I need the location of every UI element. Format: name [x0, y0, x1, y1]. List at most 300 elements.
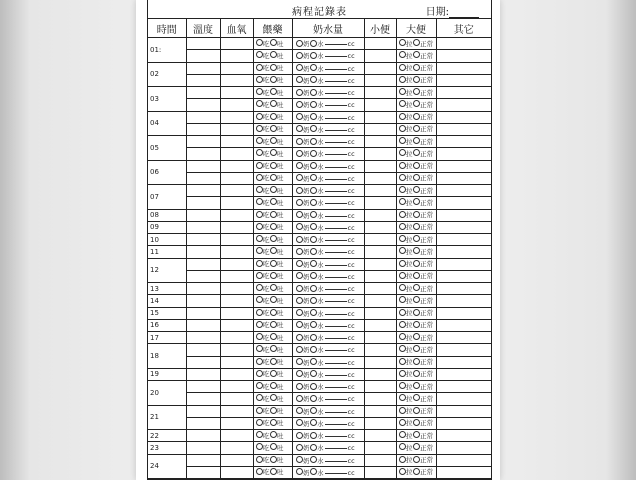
option-circle-icon[interactable]: [399, 235, 406, 242]
urine-cell[interactable]: [364, 172, 396, 184]
milk-amount-blank[interactable]: [325, 295, 347, 302]
other-cell[interactable]: [436, 405, 491, 417]
option-circle-icon[interactable]: [256, 419, 263, 426]
option-circle-icon[interactable]: [399, 137, 406, 144]
option-circle-icon[interactable]: [256, 113, 263, 120]
option-circle-icon[interactable]: [413, 309, 420, 316]
option-circle-icon[interactable]: [310, 150, 317, 157]
urine-cell[interactable]: [364, 197, 396, 209]
blood-oxygen-cell[interactable]: [220, 74, 253, 86]
option-circle-icon[interactable]: [413, 162, 420, 169]
option-circle-icon[interactable]: [256, 149, 263, 156]
option-circle-icon[interactable]: [310, 346, 317, 353]
option-circle-icon[interactable]: [270, 76, 277, 83]
option-circle-icon[interactable]: [310, 285, 317, 292]
milk-amount-blank[interactable]: [325, 63, 347, 70]
option-circle-icon[interactable]: [413, 51, 420, 58]
blood-oxygen-cell[interactable]: [220, 246, 253, 258]
other-cell[interactable]: [436, 319, 491, 331]
other-cell[interactable]: [436, 344, 491, 356]
milk-amount-blank[interactable]: [325, 467, 347, 474]
milk-amount-blank[interactable]: [325, 455, 347, 462]
urine-cell[interactable]: [364, 111, 396, 123]
option-circle-icon[interactable]: [256, 76, 263, 83]
option-circle-icon[interactable]: [399, 186, 406, 193]
option-circle-icon[interactable]: [270, 358, 277, 365]
option-circle-icon[interactable]: [413, 419, 420, 426]
option-circle-icon[interactable]: [399, 88, 406, 95]
urine-cell[interactable]: [364, 368, 396, 380]
urine-cell[interactable]: [364, 442, 396, 454]
other-cell[interactable]: [436, 148, 491, 160]
option-circle-icon[interactable]: [296, 125, 303, 132]
temperature-cell[interactable]: [186, 307, 220, 319]
option-circle-icon[interactable]: [296, 285, 303, 292]
option-circle-icon[interactable]: [413, 137, 420, 144]
option-circle-icon[interactable]: [296, 468, 303, 475]
option-circle-icon[interactable]: [310, 468, 317, 475]
temperature-cell[interactable]: [186, 197, 220, 209]
other-cell[interactable]: [436, 172, 491, 184]
blood-oxygen-cell[interactable]: [220, 209, 253, 221]
option-circle-icon[interactable]: [256, 296, 263, 303]
temperature-cell[interactable]: [186, 454, 220, 466]
option-circle-icon[interactable]: [296, 444, 303, 451]
urine-cell[interactable]: [364, 185, 396, 197]
option-circle-icon[interactable]: [270, 443, 277, 450]
milk-amount-blank[interactable]: [325, 271, 347, 278]
milk-amount-blank[interactable]: [325, 210, 347, 217]
urine-cell[interactable]: [364, 136, 396, 148]
option-circle-icon[interactable]: [296, 138, 303, 145]
option-circle-icon[interactable]: [413, 100, 420, 107]
urine-cell[interactable]: [364, 381, 396, 393]
urine-cell[interactable]: [364, 307, 396, 319]
other-cell[interactable]: [436, 62, 491, 74]
option-circle-icon[interactable]: [256, 272, 263, 279]
other-cell[interactable]: [436, 368, 491, 380]
blood-oxygen-cell[interactable]: [220, 123, 253, 135]
option-circle-icon[interactable]: [310, 444, 317, 451]
option-circle-icon[interactable]: [270, 149, 277, 156]
option-circle-icon[interactable]: [413, 456, 420, 463]
option-circle-icon[interactable]: [310, 76, 317, 83]
blood-oxygen-cell[interactable]: [220, 185, 253, 197]
blood-oxygen-cell[interactable]: [220, 319, 253, 331]
option-circle-icon[interactable]: [270, 64, 277, 71]
option-circle-icon[interactable]: [413, 443, 420, 450]
option-circle-icon[interactable]: [413, 407, 420, 414]
urine-cell[interactable]: [364, 234, 396, 246]
other-cell[interactable]: [436, 111, 491, 123]
option-circle-icon[interactable]: [310, 395, 317, 402]
milk-amount-blank[interactable]: [325, 259, 347, 266]
option-circle-icon[interactable]: [310, 321, 317, 328]
option-circle-icon[interactable]: [413, 370, 420, 377]
urine-cell[interactable]: [364, 430, 396, 442]
option-circle-icon[interactable]: [256, 211, 263, 218]
milk-amount-blank[interactable]: [325, 430, 347, 437]
option-circle-icon[interactable]: [399, 345, 406, 352]
urine-cell[interactable]: [364, 50, 396, 62]
milk-amount-blank[interactable]: [325, 406, 347, 413]
option-circle-icon[interactable]: [256, 125, 263, 132]
other-cell[interactable]: [436, 307, 491, 319]
option-circle-icon[interactable]: [399, 260, 406, 267]
option-circle-icon[interactable]: [270, 137, 277, 144]
option-circle-icon[interactable]: [256, 186, 263, 193]
option-circle-icon[interactable]: [399, 370, 406, 377]
option-circle-icon[interactable]: [270, 407, 277, 414]
option-circle-icon[interactable]: [399, 431, 406, 438]
blood-oxygen-cell[interactable]: [220, 136, 253, 148]
option-circle-icon[interactable]: [270, 162, 277, 169]
other-cell[interactable]: [436, 123, 491, 135]
option-circle-icon[interactable]: [256, 284, 263, 291]
option-circle-icon[interactable]: [270, 247, 277, 254]
option-circle-icon[interactable]: [310, 223, 317, 230]
option-circle-icon[interactable]: [270, 272, 277, 279]
urine-cell[interactable]: [364, 466, 396, 478]
blood-oxygen-cell[interactable]: [220, 417, 253, 429]
option-circle-icon[interactable]: [399, 419, 406, 426]
option-circle-icon[interactable]: [296, 52, 303, 59]
other-cell[interactable]: [436, 393, 491, 405]
option-circle-icon[interactable]: [399, 149, 406, 156]
option-circle-icon[interactable]: [399, 407, 406, 414]
option-circle-icon[interactable]: [296, 419, 303, 426]
option-circle-icon[interactable]: [296, 383, 303, 390]
option-circle-icon[interactable]: [399, 174, 406, 181]
option-circle-icon[interactable]: [310, 358, 317, 365]
option-circle-icon[interactable]: [399, 198, 406, 205]
option-circle-icon[interactable]: [296, 395, 303, 402]
option-circle-icon[interactable]: [296, 407, 303, 414]
option-circle-icon[interactable]: [270, 100, 277, 107]
option-circle-icon[interactable]: [310, 113, 317, 120]
option-circle-icon[interactable]: [310, 432, 317, 439]
other-cell[interactable]: [436, 234, 491, 246]
option-circle-icon[interactable]: [256, 260, 263, 267]
milk-amount-blank[interactable]: [325, 283, 347, 290]
other-cell[interactable]: [436, 454, 491, 466]
option-circle-icon[interactable]: [256, 456, 263, 463]
option-circle-icon[interactable]: [413, 260, 420, 267]
option-circle-icon[interactable]: [413, 223, 420, 230]
temperature-cell[interactable]: [186, 405, 220, 417]
blood-oxygen-cell[interactable]: [220, 283, 253, 295]
blood-oxygen-cell[interactable]: [220, 62, 253, 74]
option-circle-icon[interactable]: [296, 370, 303, 377]
temperature-cell[interactable]: [186, 417, 220, 429]
milk-amount-blank[interactable]: [325, 38, 347, 45]
blood-oxygen-cell[interactable]: [220, 111, 253, 123]
temperature-cell[interactable]: [186, 270, 220, 282]
temperature-cell[interactable]: [186, 430, 220, 442]
option-circle-icon[interactable]: [296, 297, 303, 304]
option-circle-icon[interactable]: [270, 39, 277, 46]
option-circle-icon[interactable]: [413, 345, 420, 352]
option-circle-icon[interactable]: [270, 419, 277, 426]
temperature-cell[interactable]: [186, 136, 220, 148]
other-cell[interactable]: [436, 74, 491, 86]
option-circle-icon[interactable]: [296, 89, 303, 96]
option-circle-icon[interactable]: [413, 88, 420, 95]
other-cell[interactable]: [436, 356, 491, 368]
blood-oxygen-cell[interactable]: [220, 87, 253, 99]
option-circle-icon[interactable]: [270, 456, 277, 463]
other-cell[interactable]: [436, 270, 491, 282]
temperature-cell[interactable]: [186, 442, 220, 454]
option-circle-icon[interactable]: [256, 431, 263, 438]
blood-oxygen-cell[interactable]: [220, 234, 253, 246]
temperature-cell[interactable]: [186, 283, 220, 295]
temperature-cell[interactable]: [186, 185, 220, 197]
urine-cell[interactable]: [364, 38, 396, 50]
option-circle-icon[interactable]: [399, 333, 406, 340]
option-circle-icon[interactable]: [413, 321, 420, 328]
urine-cell[interactable]: [364, 356, 396, 368]
option-circle-icon[interactable]: [399, 125, 406, 132]
milk-amount-blank[interactable]: [325, 75, 347, 82]
option-circle-icon[interactable]: [399, 382, 406, 389]
option-circle-icon[interactable]: [270, 345, 277, 352]
option-circle-icon[interactable]: [310, 174, 317, 181]
option-circle-icon[interactable]: [413, 296, 420, 303]
option-circle-icon[interactable]: [256, 162, 263, 169]
option-circle-icon[interactable]: [270, 51, 277, 58]
option-circle-icon[interactable]: [399, 468, 406, 475]
option-circle-icon[interactable]: [413, 272, 420, 279]
option-circle-icon[interactable]: [256, 407, 263, 414]
option-circle-icon[interactable]: [256, 382, 263, 389]
option-circle-icon[interactable]: [310, 101, 317, 108]
other-cell[interactable]: [436, 197, 491, 209]
temperature-cell[interactable]: [186, 160, 220, 172]
option-circle-icon[interactable]: [399, 296, 406, 303]
urine-cell[interactable]: [364, 209, 396, 221]
blood-oxygen-cell[interactable]: [220, 454, 253, 466]
other-cell[interactable]: [436, 442, 491, 454]
milk-amount-blank[interactable]: [325, 185, 347, 192]
option-circle-icon[interactable]: [296, 309, 303, 316]
option-circle-icon[interactable]: [399, 76, 406, 83]
option-circle-icon[interactable]: [413, 394, 420, 401]
temperature-cell[interactable]: [186, 381, 220, 393]
temperature-cell[interactable]: [186, 87, 220, 99]
temperature-cell[interactable]: [186, 221, 220, 233]
option-circle-icon[interactable]: [270, 125, 277, 132]
blood-oxygen-cell[interactable]: [220, 99, 253, 111]
other-cell[interactable]: [436, 209, 491, 221]
option-circle-icon[interactable]: [256, 370, 263, 377]
blood-oxygen-cell[interactable]: [220, 160, 253, 172]
urine-cell[interactable]: [364, 221, 396, 233]
option-circle-icon[interactable]: [310, 260, 317, 267]
temperature-cell[interactable]: [186, 356, 220, 368]
option-circle-icon[interactable]: [310, 64, 317, 71]
option-circle-icon[interactable]: [399, 39, 406, 46]
option-circle-icon[interactable]: [270, 211, 277, 218]
temperature-cell[interactable]: [186, 234, 220, 246]
option-circle-icon[interactable]: [296, 64, 303, 71]
temperature-cell[interactable]: [186, 50, 220, 62]
option-circle-icon[interactable]: [413, 76, 420, 83]
option-circle-icon[interactable]: [296, 321, 303, 328]
option-circle-icon[interactable]: [296, 334, 303, 341]
other-cell[interactable]: [436, 136, 491, 148]
option-circle-icon[interactable]: [256, 309, 263, 316]
blood-oxygen-cell[interactable]: [220, 405, 253, 417]
option-circle-icon[interactable]: [296, 211, 303, 218]
option-circle-icon[interactable]: [270, 431, 277, 438]
temperature-cell[interactable]: [186, 368, 220, 380]
urine-cell[interactable]: [364, 246, 396, 258]
option-circle-icon[interactable]: [256, 394, 263, 401]
option-circle-icon[interactable]: [256, 51, 263, 58]
option-circle-icon[interactable]: [296, 101, 303, 108]
option-circle-icon[interactable]: [296, 76, 303, 83]
urine-cell[interactable]: [364, 405, 396, 417]
other-cell[interactable]: [436, 221, 491, 233]
milk-amount-blank[interactable]: [325, 222, 347, 229]
option-circle-icon[interactable]: [310, 419, 317, 426]
option-circle-icon[interactable]: [256, 468, 263, 475]
blood-oxygen-cell[interactable]: [220, 148, 253, 160]
other-cell[interactable]: [436, 99, 491, 111]
urine-cell[interactable]: [364, 99, 396, 111]
option-circle-icon[interactable]: [413, 39, 420, 46]
option-circle-icon[interactable]: [399, 113, 406, 120]
option-circle-icon[interactable]: [296, 346, 303, 353]
urine-cell[interactable]: [364, 62, 396, 74]
milk-amount-blank[interactable]: [325, 197, 347, 204]
urine-cell[interactable]: [364, 87, 396, 99]
option-circle-icon[interactable]: [296, 199, 303, 206]
option-circle-icon[interactable]: [256, 223, 263, 230]
temperature-cell[interactable]: [186, 99, 220, 111]
temperature-cell[interactable]: [186, 246, 220, 258]
temperature-cell[interactable]: [186, 319, 220, 331]
option-circle-icon[interactable]: [399, 284, 406, 291]
option-circle-icon[interactable]: [310, 40, 317, 47]
option-circle-icon[interactable]: [399, 309, 406, 316]
option-circle-icon[interactable]: [270, 382, 277, 389]
option-circle-icon[interactable]: [270, 321, 277, 328]
other-cell[interactable]: [436, 430, 491, 442]
option-circle-icon[interactable]: [296, 432, 303, 439]
option-circle-icon[interactable]: [256, 443, 263, 450]
option-circle-icon[interactable]: [413, 284, 420, 291]
option-circle-icon[interactable]: [256, 345, 263, 352]
option-circle-icon[interactable]: [399, 321, 406, 328]
blood-oxygen-cell[interactable]: [220, 221, 253, 233]
option-circle-icon[interactable]: [310, 383, 317, 390]
option-circle-icon[interactable]: [413, 247, 420, 254]
blood-oxygen-cell[interactable]: [220, 197, 253, 209]
urine-cell[interactable]: [364, 74, 396, 86]
temperature-cell[interactable]: [186, 123, 220, 135]
option-circle-icon[interactable]: [310, 125, 317, 132]
temperature-cell[interactable]: [186, 111, 220, 123]
option-circle-icon[interactable]: [413, 431, 420, 438]
urine-cell[interactable]: [364, 393, 396, 405]
option-circle-icon[interactable]: [256, 321, 263, 328]
option-circle-icon[interactable]: [310, 236, 317, 243]
option-circle-icon[interactable]: [270, 284, 277, 291]
milk-amount-blank[interactable]: [325, 112, 347, 119]
option-circle-icon[interactable]: [310, 248, 317, 255]
option-circle-icon[interactable]: [310, 162, 317, 169]
temperature-cell[interactable]: [186, 74, 220, 86]
urine-cell[interactable]: [364, 319, 396, 331]
blood-oxygen-cell[interactable]: [220, 442, 253, 454]
option-circle-icon[interactable]: [296, 456, 303, 463]
option-circle-icon[interactable]: [256, 198, 263, 205]
option-circle-icon[interactable]: [296, 174, 303, 181]
option-circle-icon[interactable]: [270, 88, 277, 95]
option-circle-icon[interactable]: [296, 113, 303, 120]
blood-oxygen-cell[interactable]: [220, 344, 253, 356]
option-circle-icon[interactable]: [310, 370, 317, 377]
option-circle-icon[interactable]: [310, 199, 317, 206]
milk-amount-blank[interactable]: [325, 332, 347, 339]
milk-amount-blank[interactable]: [325, 442, 347, 449]
blood-oxygen-cell[interactable]: [220, 270, 253, 282]
blood-oxygen-cell[interactable]: [220, 258, 253, 270]
urine-cell[interactable]: [364, 283, 396, 295]
other-cell[interactable]: [436, 466, 491, 478]
option-circle-icon[interactable]: [310, 407, 317, 414]
option-circle-icon[interactable]: [270, 260, 277, 267]
blood-oxygen-cell[interactable]: [220, 50, 253, 62]
option-circle-icon[interactable]: [310, 138, 317, 145]
option-circle-icon[interactable]: [296, 187, 303, 194]
milk-amount-blank[interactable]: [325, 393, 347, 400]
milk-amount-blank[interactable]: [325, 418, 347, 425]
blood-oxygen-cell[interactable]: [220, 393, 253, 405]
milk-amount-blank[interactable]: [325, 369, 347, 376]
option-circle-icon[interactable]: [413, 468, 420, 475]
option-circle-icon[interactable]: [270, 198, 277, 205]
temperature-cell[interactable]: [186, 38, 220, 50]
other-cell[interactable]: [436, 381, 491, 393]
temperature-cell[interactable]: [186, 344, 220, 356]
option-circle-icon[interactable]: [256, 333, 263, 340]
milk-amount-blank[interactable]: [325, 136, 347, 143]
blood-oxygen-cell[interactable]: [220, 332, 253, 344]
temperature-cell[interactable]: [186, 209, 220, 221]
option-circle-icon[interactable]: [270, 113, 277, 120]
other-cell[interactable]: [436, 295, 491, 307]
milk-amount-blank[interactable]: [325, 234, 347, 241]
temperature-cell[interactable]: [186, 295, 220, 307]
option-circle-icon[interactable]: [413, 382, 420, 389]
option-circle-icon[interactable]: [296, 248, 303, 255]
option-circle-icon[interactable]: [310, 211, 317, 218]
option-circle-icon[interactable]: [399, 51, 406, 58]
option-circle-icon[interactable]: [270, 235, 277, 242]
option-circle-icon[interactable]: [399, 272, 406, 279]
option-circle-icon[interactable]: [256, 88, 263, 95]
option-circle-icon[interactable]: [270, 296, 277, 303]
option-circle-icon[interactable]: [310, 297, 317, 304]
temperature-cell[interactable]: [186, 258, 220, 270]
urine-cell[interactable]: [364, 258, 396, 270]
option-circle-icon[interactable]: [270, 394, 277, 401]
option-circle-icon[interactable]: [399, 64, 406, 71]
blood-oxygen-cell[interactable]: [220, 356, 253, 368]
